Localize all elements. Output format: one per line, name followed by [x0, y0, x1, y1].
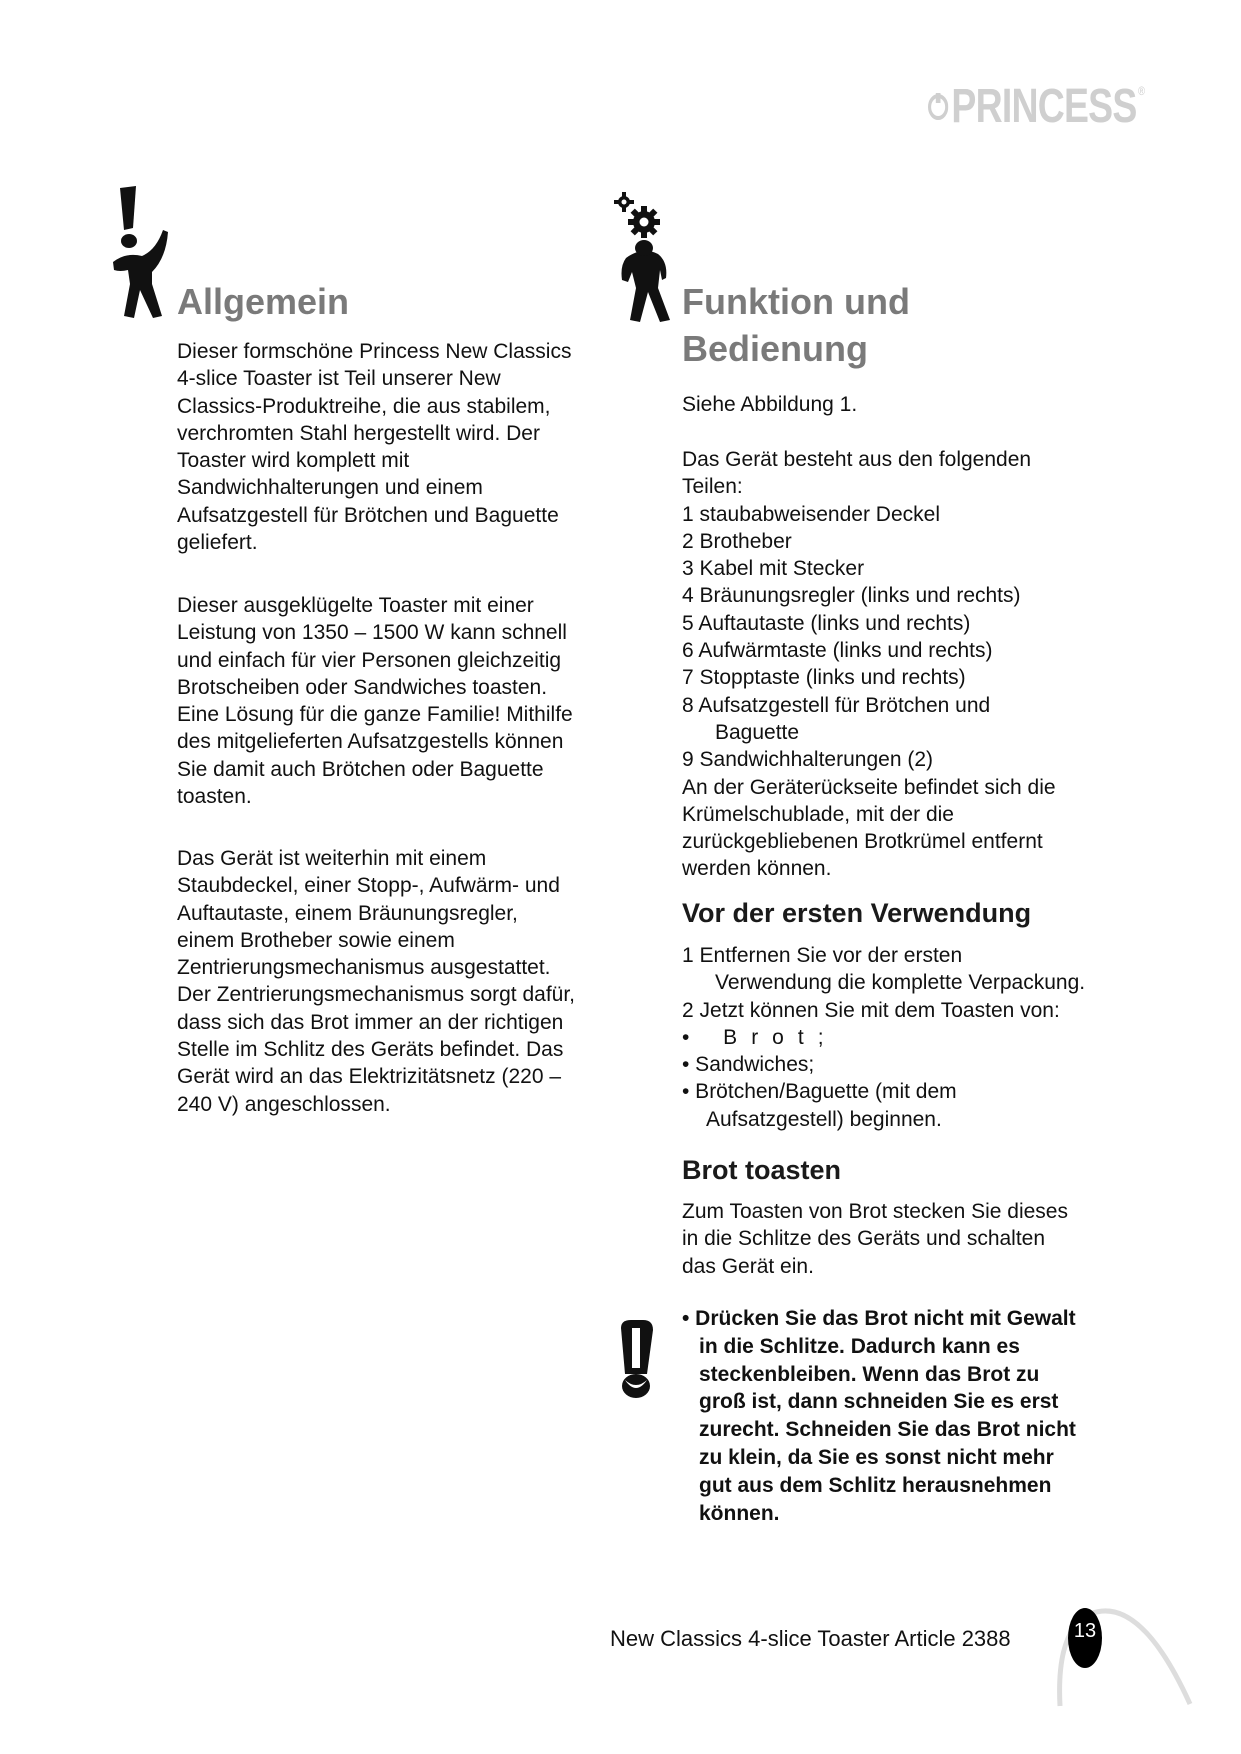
heading-funktion: [682, 278, 910, 372]
heading-toast: Brot toasten: [682, 1155, 842, 1185]
warning-line: können.: [699, 1501, 780, 1525]
princess-crown-icon: [928, 91, 948, 121]
text-line: Staubdeckel, einer Stopp-, Aufwärm- und: [177, 874, 560, 898]
paragraph-intro: [177, 338, 571, 556]
part-item: 1 staubabweisender Deckel: [682, 502, 940, 526]
warning-line: groß ist, dann schneiden Sie es erst: [699, 1390, 1059, 1414]
warning-line: steckenbleiben. Wenn das Brot zu: [699, 1362, 1040, 1386]
paragraph-toast: [682, 1198, 1068, 1280]
step-item: 1 Entfernen Sie vor der ersten: [682, 944, 963, 967]
text-line: geliefert.: [177, 531, 258, 555]
page-number: 13: [1068, 1608, 1102, 1668]
text-line: Auftautaste, einem Bräunungsregler,: [177, 901, 518, 925]
function-figure-icon: [614, 192, 684, 322]
footer-title: New Classics 4-slice Toaster Article 2388: [610, 1626, 1011, 1651]
general-info-figure-icon: [108, 186, 172, 321]
parts-list: [682, 446, 1056, 883]
text-line: Dieser ausgeklügelte Toaster mit einer: [177, 594, 534, 617]
text-line: verchromten Stahl hergestellt wird. Der: [177, 421, 540, 445]
text-line: Krümelschublade, mit der die: [682, 802, 954, 826]
part-item-continuation: Baguette: [715, 720, 800, 744]
text-line: Zum Toasten von Brot stecken Sie dieses: [682, 1200, 1068, 1223]
text-line: 240 V) angeschlossen.: [177, 1092, 391, 1116]
text-line: Das Gerät besteht aus den folgenden: [682, 448, 1032, 471]
step-item: 2 Jetzt können Sie mit dem Toasten von:: [682, 998, 1060, 1022]
warning-line: zu klein, da Sie es sonst nicht mehr: [699, 1445, 1054, 1469]
text-line: Leistung von 1350 – 1500 W kann schnell: [177, 621, 567, 645]
text-line: werden können.: [682, 857, 832, 881]
warning-line: zurecht. Schneiden Sie das Brot nicht: [699, 1418, 1076, 1442]
text-line: dass sich das Brot immer an der richtigen: [177, 1010, 564, 1034]
bullet-item: • Sandwiches;: [682, 1053, 815, 1077]
warning-line: in die Schlitze. Dadurch kann es: [699, 1334, 1020, 1358]
text-line: Zentrierungsmechanismus ausgestattet.: [177, 956, 551, 980]
heading-line: Bedienung: [682, 328, 868, 369]
text-line: Aufsatzgestell für Brötchen und Baguette: [177, 503, 559, 527]
text-line: das Gerät ein.: [682, 1254, 814, 1278]
brand-name: PRINCESS: [951, 79, 1137, 133]
text-line: Toaster wird komplett mit: [177, 449, 410, 473]
warning-text: [682, 1305, 1122, 1527]
text-line: 4-slice Toaster ist Teil unserer New: [177, 367, 501, 391]
text-line: Stelle im Schlitz des Geräts befindet. Das: [177, 1038, 564, 1062]
part-item: 7 Stopptaste (links und rechts): [682, 666, 966, 690]
text-line: und einfach für vier Personen gleichzeitig: [177, 648, 562, 672]
bullet-item: • Brot;: [682, 1025, 838, 1049]
part-item: 5 Auftautaste (links und rechts): [682, 611, 971, 635]
text-line: Sie damit auch Brötchen oder Baguette: [177, 757, 544, 781]
registered-mark: ®: [1138, 84, 1145, 98]
text-line: Classics-Produktreihe, die aus stabilem,: [177, 394, 551, 418]
paragraph-performance: [177, 592, 573, 810]
bullet-item-continuation: Aufsatzgestell) beginnen.: [706, 1107, 942, 1131]
step-item-continuation: Verwendung die komplette Verpackung.: [715, 971, 1086, 995]
text-line: Sandwichhalterungen und einem: [177, 476, 483, 500]
part-item: 4 Bräunungsregler (links und rechts): [682, 584, 1021, 608]
text-line: Dieser formschöne Princess New Classics: [177, 340, 572, 363]
warning-icon: [615, 1320, 657, 1400]
see-figure-text: Siehe Abbildung 1.: [682, 393, 858, 416]
text-line: des mitgelieferten Aufsatzgestells können: [177, 730, 564, 754]
text-line: einem Brotheber sowie einem: [177, 928, 455, 952]
text-line: Das Gerät ist weiterhin mit einem: [177, 847, 487, 870]
text-line: zurückgebliebenen Brotkrümel entfernt: [682, 830, 1043, 854]
part-item: 2 Brotheber: [682, 529, 792, 553]
text-line: in die Schlitze des Geräts und schalten: [682, 1227, 1046, 1251]
warning-line: gut aus dem Schlitz herausnehmen: [699, 1473, 1052, 1497]
brand-logo: [928, 78, 1144, 134]
part-item: 3 Kabel mit Stecker: [682, 557, 865, 581]
heading-allgemein: Allgemein: [177, 281, 350, 322]
text-line: Gerät wird an das Elektrizitätsnetz (220 –: [177, 1065, 562, 1089]
paragraph-features: [177, 845, 575, 1118]
first-use-steps: [682, 942, 1085, 1133]
warning-line: • Drücken Sie das Brot nicht mit Gewalt: [682, 1307, 1076, 1330]
text-line: Eine Lösung für die ganze Familie! Mithilfe: [177, 703, 573, 727]
bullet-item: • Brötchen/Baguette (mit dem: [682, 1080, 957, 1104]
part-item: 8 Aufsatzgestell für Brötchen und: [682, 693, 991, 717]
part-item: 6 Aufwärmtaste (links und rechts): [682, 639, 993, 663]
heading-line: Funktion und: [682, 281, 910, 322]
text-line: Teilen:: [682, 475, 743, 499]
text-line: An der Geräterückseite befindet sich die: [682, 775, 1056, 799]
text-line: Der Zentrierungsmechanismus sorgt dafür,: [177, 983, 576, 1007]
text-line: toasten.: [177, 785, 252, 809]
heading-first-use: Vor der ersten Verwendung: [682, 898, 1032, 928]
part-item: 9 Sandwichhalterungen (2): [682, 748, 933, 772]
text-line: Brotscheiben oder Sandwiches toasten.: [177, 675, 548, 699]
